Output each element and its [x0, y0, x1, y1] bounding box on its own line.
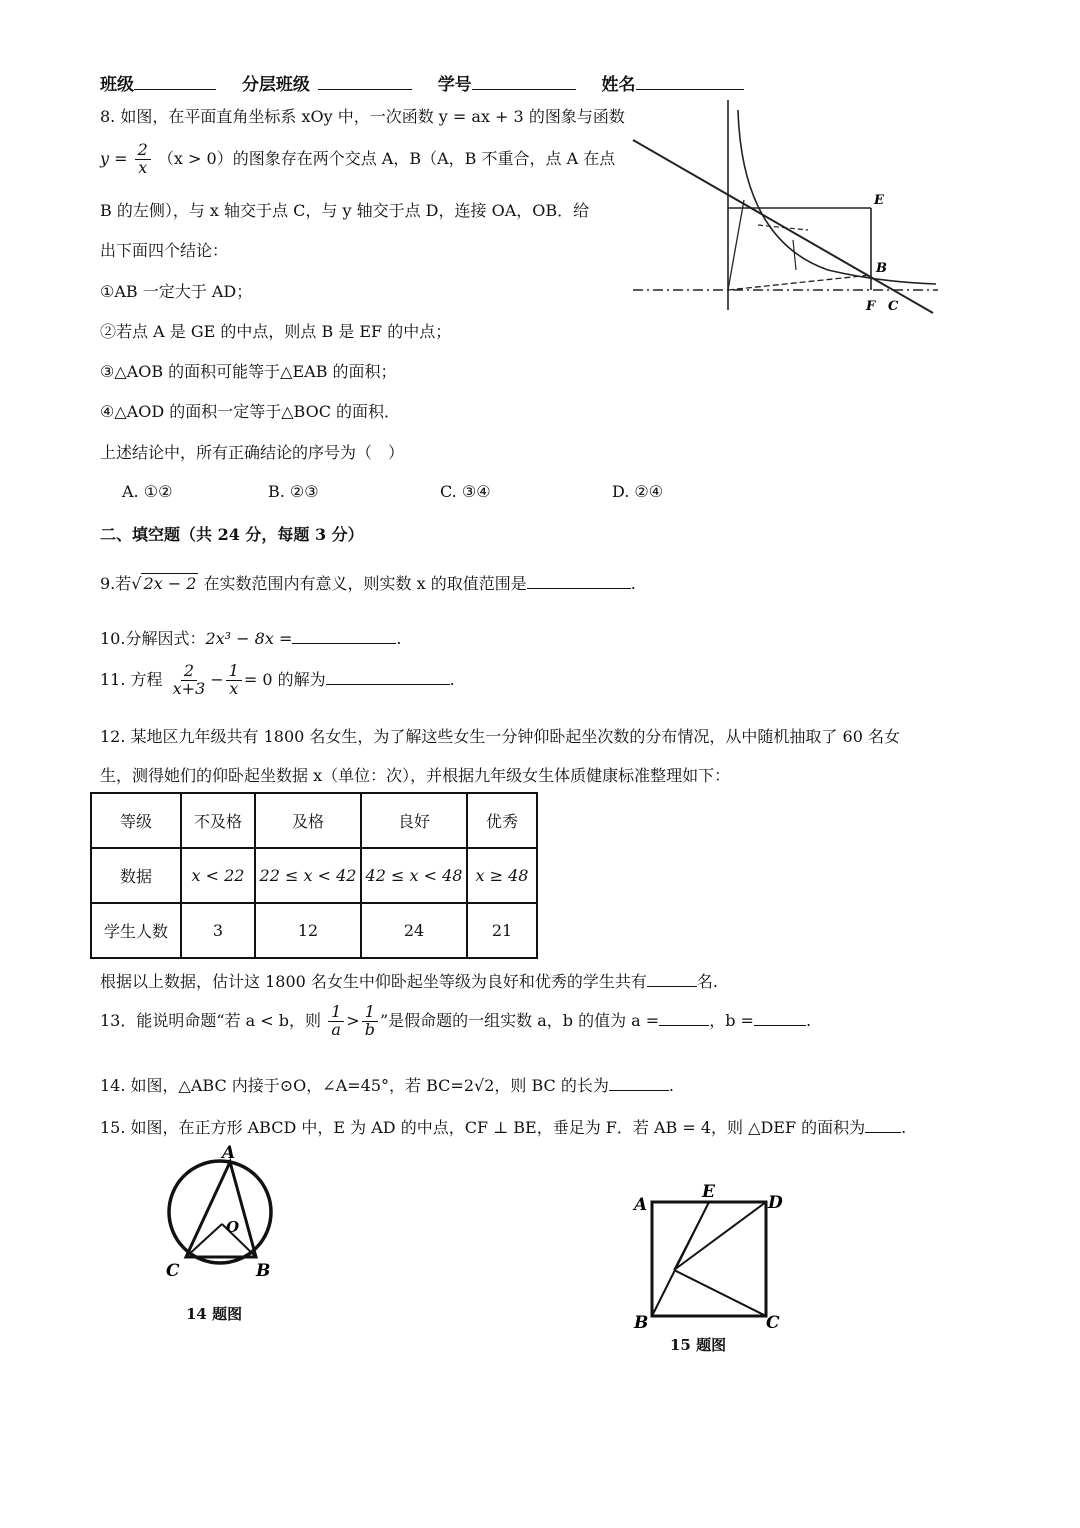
table-cell: 不及格	[181, 793, 255, 848]
q8-option-b[interactable]: B. ②③	[268, 482, 319, 501]
fig15-label-c: C	[766, 1313, 780, 1333]
table-row	[91, 848, 537, 903]
table-cell: x < 22	[181, 848, 255, 903]
q12-after: 根据以上数据，估计这 1800 名女生中仰卧起坐等级为良好和优秀的学生共有 名.	[100, 968, 718, 992]
name-label: 姓名	[601, 75, 636, 95]
q10: 10.分解因式：2x³ − 8x = .	[100, 625, 401, 649]
q15-answer-blank[interactable]	[865, 1114, 901, 1133]
q13-answer-a-blank[interactable]	[659, 1007, 709, 1026]
table-cell: 3	[181, 903, 255, 958]
table-row	[91, 793, 537, 848]
q8-label-b: B	[876, 261, 887, 276]
q11-answer-blank[interactable]	[326, 666, 450, 685]
fig14-triangle	[186, 1162, 256, 1257]
q13-fraction-1: $\frac{1}{a}$	[328, 1004, 344, 1039]
fig15-segment-cf	[674, 1270, 766, 1316]
q8-line4: 出下面四个结论：	[100, 241, 229, 260]
q12-answer-blank[interactable]	[647, 968, 697, 987]
q11-fraction-2: $\frac{1}{x}$	[226, 663, 242, 698]
q14-answer-blank[interactable]	[609, 1072, 669, 1091]
table-cell: 学生人数	[91, 903, 181, 958]
q8-segment-oa	[728, 200, 744, 290]
q8-figure	[628, 100, 948, 325]
q13-fraction-2: $\frac{1}{b}$	[362, 1004, 378, 1039]
q8-option-a[interactable]: A. ①②	[122, 482, 173, 501]
table-row	[91, 903, 537, 958]
q9-answer-blank[interactable]	[527, 570, 631, 589]
name-blank[interactable]	[636, 71, 744, 90]
q8-option-d[interactable]: D. ②④	[612, 482, 664, 501]
section-2-title: 二、填空题（共 24 分，每题 3 分）	[100, 525, 364, 544]
student-id-blank[interactable]	[472, 71, 576, 90]
q11-fraction-1: $\frac{2}{x+3}$	[172, 661, 206, 698]
fig15-label-b: B	[634, 1313, 649, 1333]
layer-class-label: 分层班级	[241, 75, 310, 95]
class-blank[interactable]	[134, 71, 216, 90]
q8-conclusion-4: ④△AOD 的面积一定等于△BOC 的面积．	[100, 402, 401, 421]
q13-answer-b-blank[interactable]	[754, 1007, 806, 1026]
table-cell: 及格	[255, 793, 361, 848]
student-id-label: 学号	[437, 75, 472, 95]
fig15-square	[652, 1202, 766, 1316]
q11: 11. 方程 $\frac{2}{x+3}$ − $\frac{1}{x}$ = 0 的解为 .	[100, 661, 455, 698]
fig15-segment-df	[674, 1202, 766, 1270]
q12-line1: 12. 某地区九年级共有 1800 名女生，为了解这些女生一分钟仰卧起坐次数的分布情况，从中随机抽取了 60 名女	[100, 727, 900, 746]
table-cell: 21	[467, 903, 537, 958]
q10-answer-blank[interactable]	[292, 625, 396, 644]
q8-label-e: E	[874, 193, 884, 208]
q12-line2: 生，测得她们的仰卧起坐数据 x（单位：次），并根据九年级女生体质健康标准整理如下：	[100, 766, 731, 785]
q8-line1: 8. 如图，在平面直角坐标系 xOy 中，一次函数 y = ax + 3 的图象与函数	[100, 107, 625, 126]
fig15-label-e: E	[702, 1182, 715, 1202]
table-cell: 等级	[91, 793, 181, 848]
table-cell: 42 ≤ x < 48	[361, 848, 467, 903]
fig14-caption: 14 题图	[186, 1305, 243, 1323]
class-label: 班级	[100, 75, 134, 95]
fig15-label-d: D	[768, 1193, 783, 1213]
table-cell: 24	[361, 903, 467, 958]
fraction-2-over-x: $\frac{2}{x}$	[135, 142, 151, 177]
q8-conclusion-1: ①AB 一定大于 AD；	[100, 282, 253, 301]
table-cell: 12	[255, 903, 361, 958]
q9: 9.若√ 2x − 2 在实数范围内有意义，则实数 x 的取值范围是 .	[100, 570, 636, 594]
fig14-label-o: O	[226, 1218, 240, 1236]
q8-label-f: F	[866, 299, 876, 314]
q13: 13．能说明命题“若 a < b，则 $\frac{1}{a}$ > $\frac{1}{b}$ ”是假命题的一组实数 a，b 的值为 a = ，b = .	[100, 1002, 812, 1039]
fig15-figure	[630, 1178, 790, 1334]
q8-line3: B 的左侧），与 x 轴交于点 C，与 y 轴交于点 D，连接 OA，OB．给	[100, 201, 590, 220]
fig14-circle	[169, 1161, 271, 1263]
table-cell: 数据	[91, 848, 181, 903]
fig15-label-a: A	[634, 1195, 648, 1215]
layer-class-blank[interactable]	[318, 71, 412, 90]
fig15-caption: 15 题图	[670, 1336, 727, 1354]
q8-conclusion-3: ③△AOB 的面积可能等于△EAB 的面积；	[100, 362, 397, 381]
fig14-label-b: B	[256, 1261, 271, 1281]
table-cell: 优秀	[467, 793, 537, 848]
q8-segment-ob	[728, 275, 871, 290]
q12-table	[90, 792, 538, 959]
table-cell: 良好	[361, 793, 467, 848]
q14: 14. 如图，△ABC 内接于⊙O，∠A=45°，若 BC=2√2，则 BC 的长为 .	[100, 1072, 674, 1096]
table-cell: x ≥ 48	[467, 848, 537, 903]
fig14-label-c: C	[166, 1261, 180, 1281]
q8-line2: y = $\frac{2}{x}$ （x > 0）的图象存在两个交点 A，B（A，B 不重合，点 A 在点	[100, 140, 616, 177]
q8-line-graph	[633, 140, 933, 313]
q8-label-c: C	[888, 299, 899, 314]
q8-prompt: 上述结论中，所有正确结论的序号为（ ）	[100, 443, 405, 462]
q15: 15. 如图，在正方形 ABCD 中，E 为 AD 的中点，CF ⊥ BE，垂足为 F．若 AB = 4，则 △DEF 的面积为 .	[100, 1114, 906, 1138]
fig14-figure	[160, 1142, 290, 1282]
q8-option-c[interactable]: C. ③④	[440, 482, 491, 501]
fig15-segment-ef	[674, 1202, 709, 1270]
fig14-label-a: A	[222, 1143, 236, 1163]
q9-radicand: 2x − 2	[143, 574, 197, 593]
q8-conclusion-2: ②若点 A 是 GE 的中点，则点 B 是 EF 的中点；	[100, 322, 452, 341]
table-cell: 22 ≤ x < 42	[255, 848, 361, 903]
header-row	[100, 70, 744, 95]
